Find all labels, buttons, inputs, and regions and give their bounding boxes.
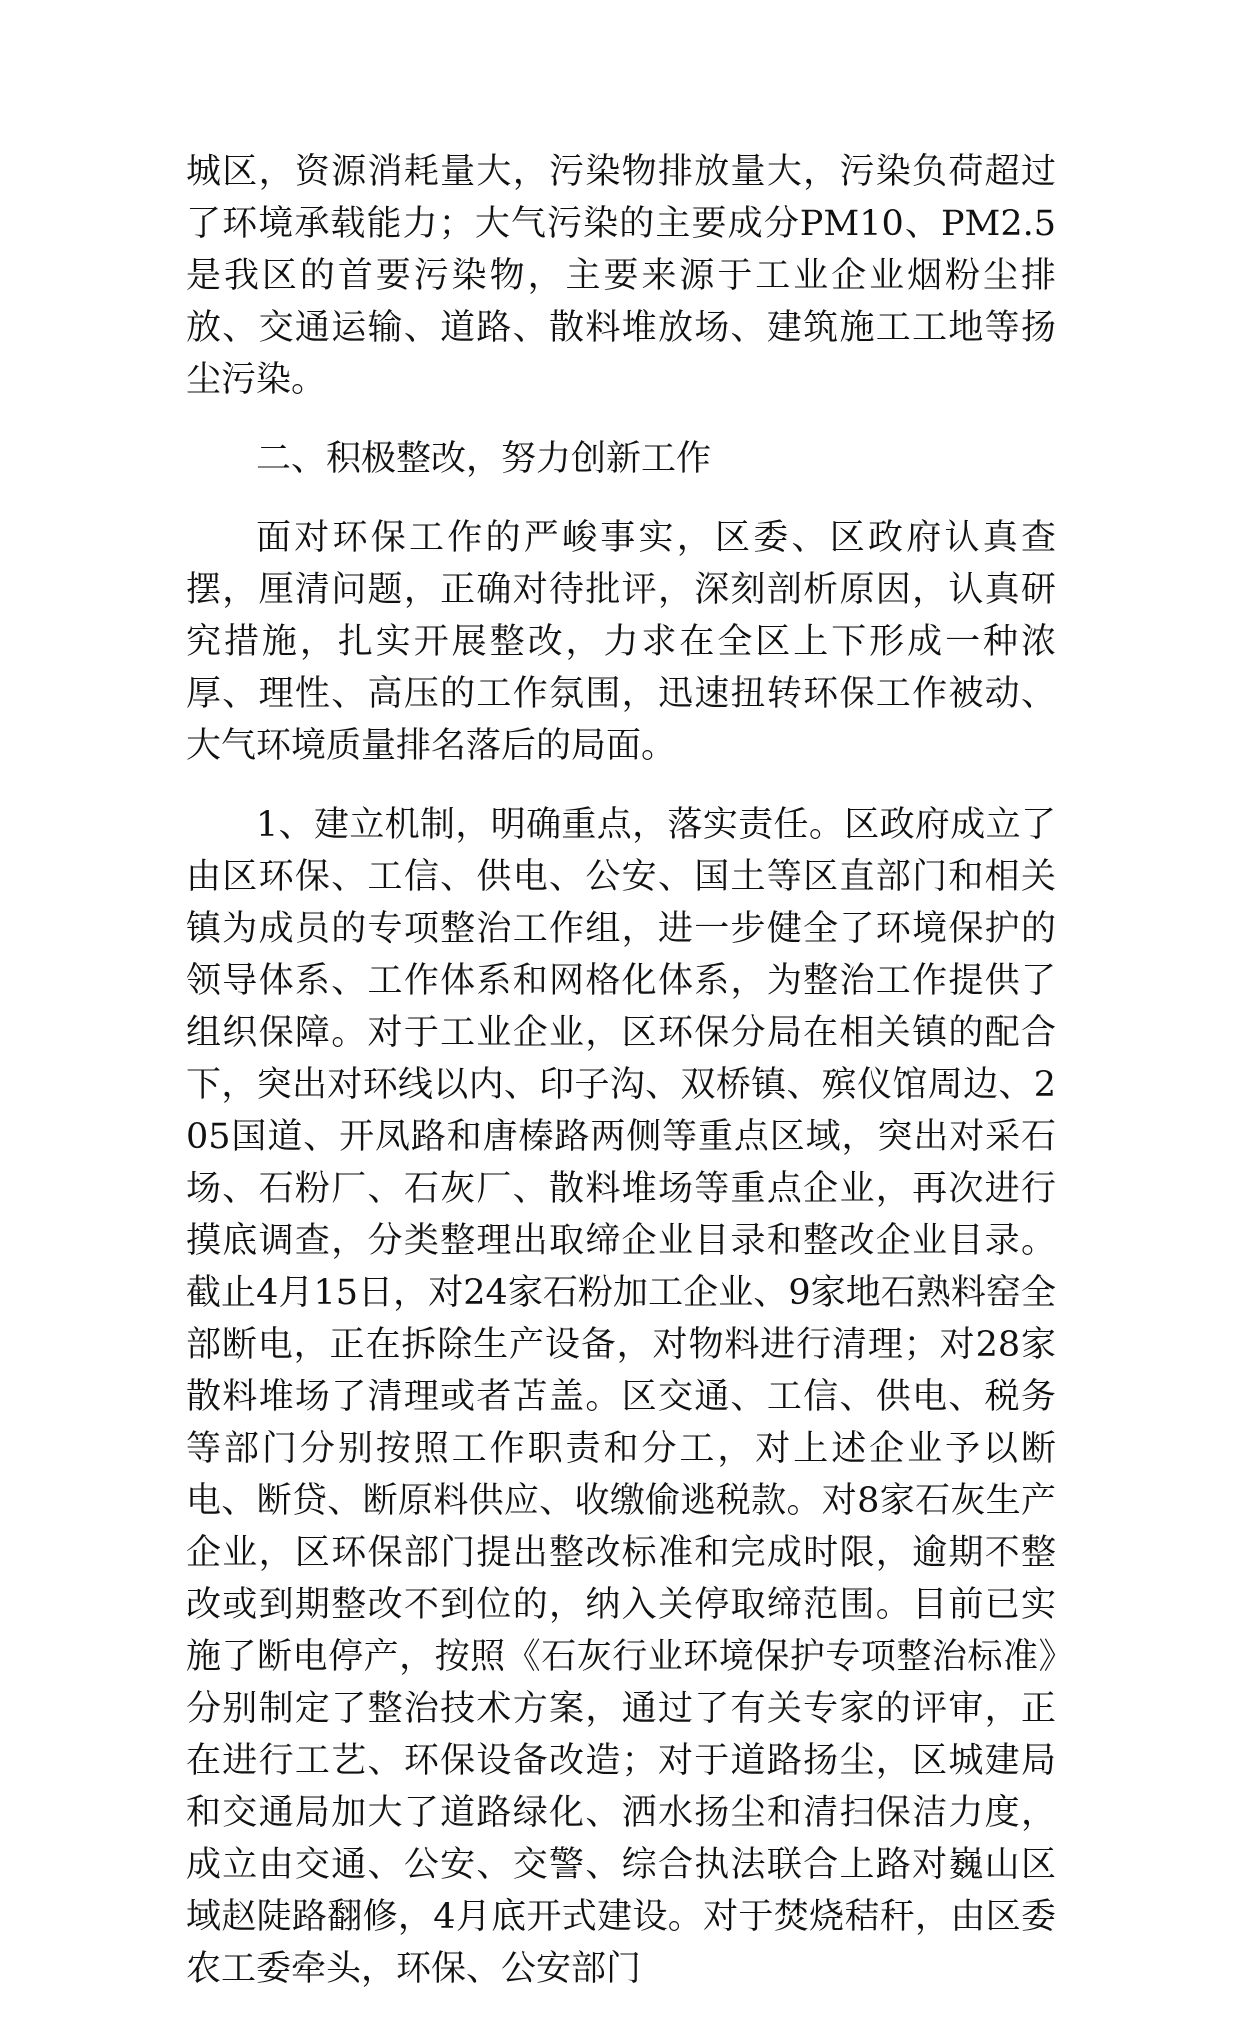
document-body bbox=[186, 146, 1056, 2022]
paragraph-continued: 城区，资源消耗量大，污染物排放量大，污染负荷超过了环境承载能力；大气污染的主要成分PM10、PM2.5是我区的首要污染物，主要来源于工业企业烟粉尘排放、交通运输、道路、散料堆放场、建筑施工工地等扬尘污染。 bbox=[186, 152, 1056, 400]
section-heading: 二、积极整改，努力创新工作 bbox=[256, 439, 712, 479]
paragraph-rectification-intro: 面对环保工作的严峻事实，区委、区政府认真查摆，厘清问题，正确对待批评，深刻剖析原因，认真研究措施，扎实开展整改，力求在全区上下形成一种浓厚、理性、高压的工作氛围，迅速扭转环保工作被动、大气环境质量排名落后的局面。 bbox=[186, 518, 1056, 766]
paragraph-mechanism-measures: 1、建立机制，明确重点，落实责任。区政府成立了由区环保、工信、供电、公安、国土等区直部门和相关镇为成员的专项整治工作组，进一步健全了环境保护的领导体系、工作体系和网格化体系，为整治工作提供了组织保障。对于工业企业，区环保分局在相关镇的配合下，突出对环线以内、印子沟、双桥镇、殡仪馆周边、205国道、开凤路和唐榛路两侧等重点区域，突出对采石场、石粉厂、石灰厂、散料堆场等重点企业，再次进行摸底调查，分类整理出取缔企业目录和整改企业目录。截止4月15日，对24家石粉加工企业、9家地石熟料窑全部断电，正在拆除生产设备，对物料进行清理；对28家散料堆场了清理或者苫盖。区交通、工信、供电、税务等部门分别按照工作职责和分工，对上述企业予以断电、断贷、断原料供应、收缴偷逃税款。对8家石灰生产企业，区环保部门提出整改标准和完成时限，逾期不整改或到期整改不到位的，纳入关停取缔范围。目前已实施了断电停产，按照《石灰行业环境保护专项整治标准》分别制定了整治技术方案，通过了有关专家的评审，正在进行工艺、环保设备改造；对于道路扬尘，区城建局和交通局加大了道路绿化、洒水扬尘和清扫保洁力度，成立由交通、公安、交警、综合执法联合上路对巍山区域赵陡路翻修，4月底开式建设。对于焚烧秸秆，由区委农工委牵头，环保、公安部门 bbox=[186, 805, 1056, 1989]
